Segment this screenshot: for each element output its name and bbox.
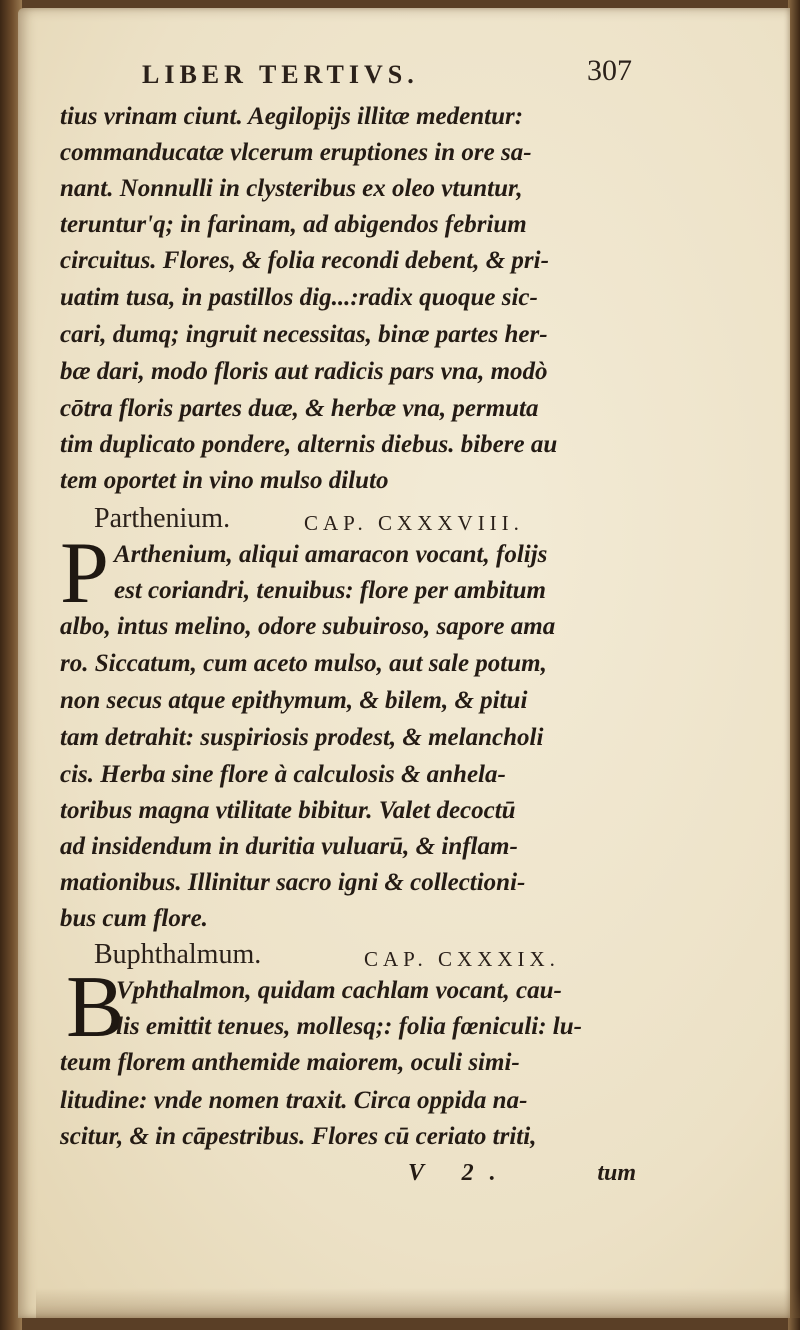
text-line: teruntur'q; in farinam, ad abigendos febrium	[60, 211, 527, 238]
text-line: Arthenium, aliqui amaracon vocant, folijs	[114, 541, 548, 568]
text-line: tam detrahit: suspiriosis prodest, & melancholi	[60, 724, 544, 751]
text-line: Vphthalmon, quidam cachlam vocant, cau-	[116, 977, 562, 1004]
section-heading-parthenium	[94, 500, 634, 540]
chapter-number: CAP. CXXXVIII.	[304, 511, 524, 535]
text-line: tius vrinam ciunt. Aegilopijs illitæ medentur:	[60, 103, 524, 130]
text-line: cari, dumq; ingruit necessitas, binæ partes her-	[60, 321, 548, 348]
text-line: scitur, & in cāpestribus. Flores cū ceriato triti,	[60, 1123, 537, 1150]
text-line: circuitus. Flores, & folia recondi debent, & pri-	[60, 247, 549, 274]
text-line: tim duplicato pondere, alternis diebus. bibere au	[60, 431, 558, 458]
text-line: teum florem anthemide maiorem, oculi simi-	[60, 1049, 520, 1076]
section-title: Parthenium.	[94, 503, 231, 534]
text-line: bæ dari, modo floris aut radicis pars vna, modò	[60, 358, 548, 385]
text-line: toribus magna vtilitate bibitur. Valet decoctū	[60, 797, 516, 824]
page-stain	[36, 1288, 800, 1318]
running-head	[142, 54, 642, 94]
text-line: bus cum flore.	[60, 905, 208, 932]
text-line: albo, intus melino, odore subuiroso, sapore ama	[60, 613, 556, 640]
text-line: est coriandri, tenuibus: flore per ambitum	[114, 577, 546, 604]
text-line: uatim tusa, in pastillos dig...:radix quoque sic-	[60, 284, 538, 311]
text-line: cōtra floris partes duæ, & herbæ vna, permuta	[60, 395, 539, 422]
section-title: Buphthalmum.	[94, 939, 262, 970]
section-heading-buphthalmum	[94, 936, 634, 976]
drop-cap: P	[60, 525, 109, 622]
text-line: ro. Siccatum, cum aceto mulso, aut sale potum,	[60, 650, 547, 677]
text-line: non secus atque epithymum, & bilem, & pitui	[60, 687, 528, 714]
running-head-title: LIBER TERTIVS.	[142, 60, 419, 89]
text-line: nant. Nonnulli in clysteribus ex oleo vtuntur,	[60, 175, 523, 202]
text-line: tem oportet in vino mulso diluto	[60, 467, 389, 494]
catchword: tum	[597, 1160, 636, 1186]
text-line: litudine: vnde nomen traxit. Circa oppida na-	[60, 1087, 528, 1114]
drop-cap: B	[66, 959, 125, 1056]
page-number: 307	[587, 54, 632, 87]
text-line: mationibus. Illinitur sacro igni & collectioni-	[60, 869, 526, 896]
page-footer	[60, 1160, 640, 1196]
text-line: lis emittit tenues, mollesq;: folia fœniculi: lu-	[116, 1013, 582, 1040]
text-line: cis. Herba sine flore à calculosis & anhela-	[60, 761, 506, 788]
chapter-number: CAP. CXXXIX.	[364, 947, 560, 971]
text-line: commanducatæ vlcerum eruptiones in ore sa-	[60, 139, 532, 166]
signature-mark: V 2.	[408, 1160, 512, 1186]
text-line: ad insidendum in duritia vuluarū, & inflam-	[60, 833, 518, 860]
